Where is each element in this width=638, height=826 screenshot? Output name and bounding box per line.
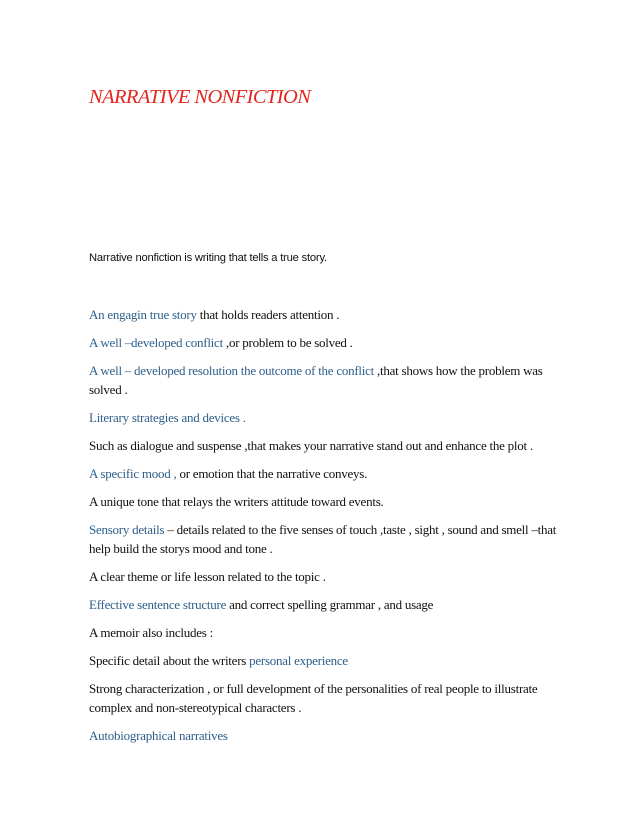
body-text: that holds readers attention .	[196, 307, 340, 322]
highlight-text: A well –developed conflict	[89, 335, 223, 351]
paragraph-literary-strategies	[89, 409, 559, 428]
paragraph-autobiographical	[89, 727, 559, 746]
paragraph-conflict	[89, 334, 559, 353]
paragraph-resolution	[89, 362, 559, 399]
body-text: A memoir also includes :	[89, 624, 213, 640]
highlight-text: Sensory details	[89, 522, 165, 538]
paragraph-memoir-includes	[89, 624, 559, 643]
highlight-text: A specific mood ,	[89, 465, 177, 481]
body-text: A unique tone that relays the writers attitude toward events.	[89, 494, 384, 510]
paragraph-dialogue-suspense	[89, 437, 559, 456]
paragraph-specific-mood	[89, 465, 559, 484]
body-text: or emotion that the narrative conveys.	[176, 465, 368, 481]
body-text: Specific detail about the writers	[89, 653, 250, 669]
paragraph-characterization	[89, 680, 559, 717]
body-text: ,or problem to be solved .	[222, 335, 353, 351]
paragraph-engaging-story	[89, 306, 559, 325]
highlight-text: An engagin true story	[89, 307, 197, 322]
body-text: and correct spelling grammar , and usage	[226, 596, 434, 612]
paragraph-sensory-details	[89, 521, 559, 558]
body-text: A clear theme or life lesson related to the topic .	[89, 568, 326, 584]
paragraph-sentence-structure	[89, 596, 559, 615]
intro-sentence: Narrative nonfiction is writing that tells a true story.	[89, 252, 327, 264]
paragraph-unique-tone	[89, 493, 559, 512]
body-text: Such as dialogue and suspense ,that makes your narrative stand out and enhance the plot .	[89, 437, 533, 453]
document-title: NARRATIVE NONFICTION	[89, 86, 311, 108]
highlight-text: Effective sentence structure	[89, 596, 227, 612]
highlight-text-after: personal experience	[249, 653, 348, 669]
highlight-text: Autobiographical narratives	[89, 727, 228, 743]
highlight-text: Literary strategies and devices .	[89, 409, 246, 425]
document-body	[89, 306, 559, 755]
paragraph-personal-experience	[89, 652, 559, 671]
paragraph-clear-theme	[89, 568, 559, 587]
body-text: Strong characterization , or full development of the personalities of real people to illustrate complex and non-stereotypical characters .	[89, 681, 538, 715]
highlight-text: A well – developed resolution the outcome of the conflict	[89, 363, 375, 379]
body-text: – details related to the five senses of touch ,taste , sight , sound and smell –that help build the storys mood and tone .	[89, 522, 557, 556]
body-text: ,that shows how the problem was solved .	[89, 363, 543, 397]
